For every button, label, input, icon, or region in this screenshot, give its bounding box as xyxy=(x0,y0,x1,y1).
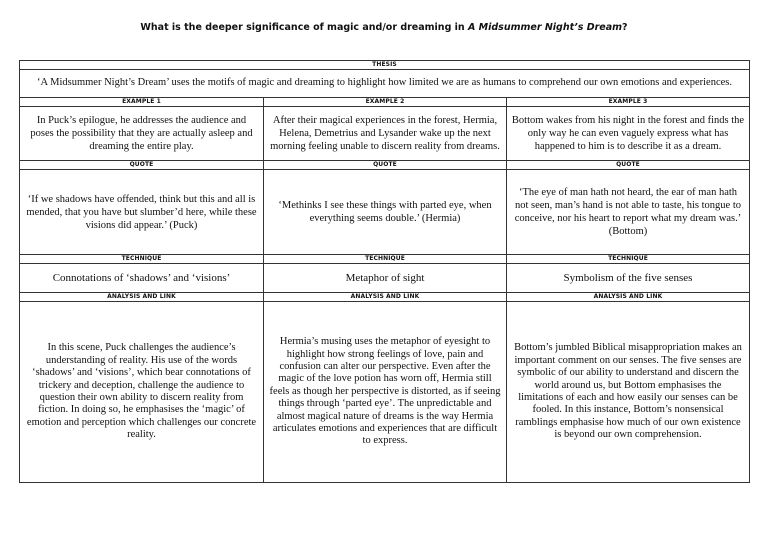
technique-3-header: TECHNIQUE xyxy=(507,255,750,264)
technique-2-text: Metaphor of sight xyxy=(264,264,507,293)
technique-2-header: TECHNIQUE xyxy=(264,255,507,264)
technique-1-text: Connotations of ‘shadows’ and ‘visions’ xyxy=(20,264,264,293)
example-2-header: EXAMPLE 2 xyxy=(264,98,507,107)
quote-3-header: QUOTE xyxy=(507,161,750,170)
analysis-3-header: ANALYSIS AND LINK xyxy=(507,293,750,302)
quote-3-text: ‘The eye of man hath not heard, the ear of man hath not seen, man’s hand is not able to taste, his tongue to conceive, nor his heart to report what my dream was.’ (Bottom) xyxy=(507,170,750,255)
quote-2-header: QUOTE xyxy=(264,161,507,170)
example-3-text: Bottom wakes from his night in the forest and finds the only way he can even vaguely express what has happened to him is to describe it as a dream. xyxy=(507,107,750,161)
title-work: A Midsummer Night’s Dream xyxy=(468,22,623,33)
technique-3-text: Symbolism of the five senses xyxy=(507,264,750,293)
analysis-1-header: ANALYSIS AND LINK xyxy=(20,293,264,302)
analysis-3-text: Bottom’s jumbled Biblical misappropriation makes an important comment on our senses. The five senses are symbolic of our ability to understand and discern the world around us, but Bottom emphasises the limitations of each and how easily our senses can be fooled. In this instance, Bottom’s nonsensical ramblings emphasise how much of our own existence is beyond our own comprehension. xyxy=(507,302,750,483)
analysis-2-header: ANALYSIS AND LINK xyxy=(264,293,507,302)
analysis-2-text: Hermia’s musing uses the metaphor of eyesight to highlight how strong feelings of love, pain and confusion can alter our perspective. Even after the magic of the love potion has worn off, Hermia still feels as though her perspective is distorted, as if seeing things through ‘parted eye’. The unpredictable and almost magical nature of dreams is the way Hermia articulates emotions and experiences that are difficult to express. xyxy=(264,302,507,483)
technique-1-header: TECHNIQUE xyxy=(20,255,264,264)
analysis-table xyxy=(19,60,750,483)
title-prefix: What is the deeper significance of magic and/or dreaming in xyxy=(140,22,469,33)
page-title xyxy=(0,22,768,33)
example-1-text: In Puck’s epilogue, he addresses the audience and poses the possibility that they are actually asleep and dreaming the entire play. xyxy=(20,107,264,161)
example-1-header: EXAMPLE 1 xyxy=(20,98,264,107)
example-2-text: After their magical experiences in the forest, Hermia, Helena, Demetrius and Lysander wake up the next morning feeling unable to discern reality from dreams. xyxy=(264,107,507,161)
quote-1-header: QUOTE xyxy=(20,161,264,170)
analysis-1-text: In this scene, Puck challenges the audience’s understanding of reality. His use of the words ‘shadows’ and ‘visions’, which bear connotations of trickery and deception, challenge the audience to question their own ability to discern reality from fiction. In doing so, he emphasises the ‘magic’ of emotion and perception which challenges our concrete reality. xyxy=(20,302,264,483)
example-3-header: EXAMPLE 3 xyxy=(507,98,750,107)
quote-2-text: ‘Methinks I see these things with parted eye, when everything seems double.’ (Hermia) xyxy=(264,170,507,255)
thesis-header: THESIS xyxy=(20,61,750,70)
quote-1-text: ‘If we shadows have offended, think but this and all is mended, that you have but slumber’d here, while these visions did appear.’ (Puck) xyxy=(20,170,264,255)
thesis-text: ‘A Midsummer Night’s Dream’ uses the motifs of magic and dreaming to highlight how limited we are as humans to comprehend our own emotions and experiences. xyxy=(20,70,750,98)
title-suffix: ? xyxy=(622,22,628,33)
